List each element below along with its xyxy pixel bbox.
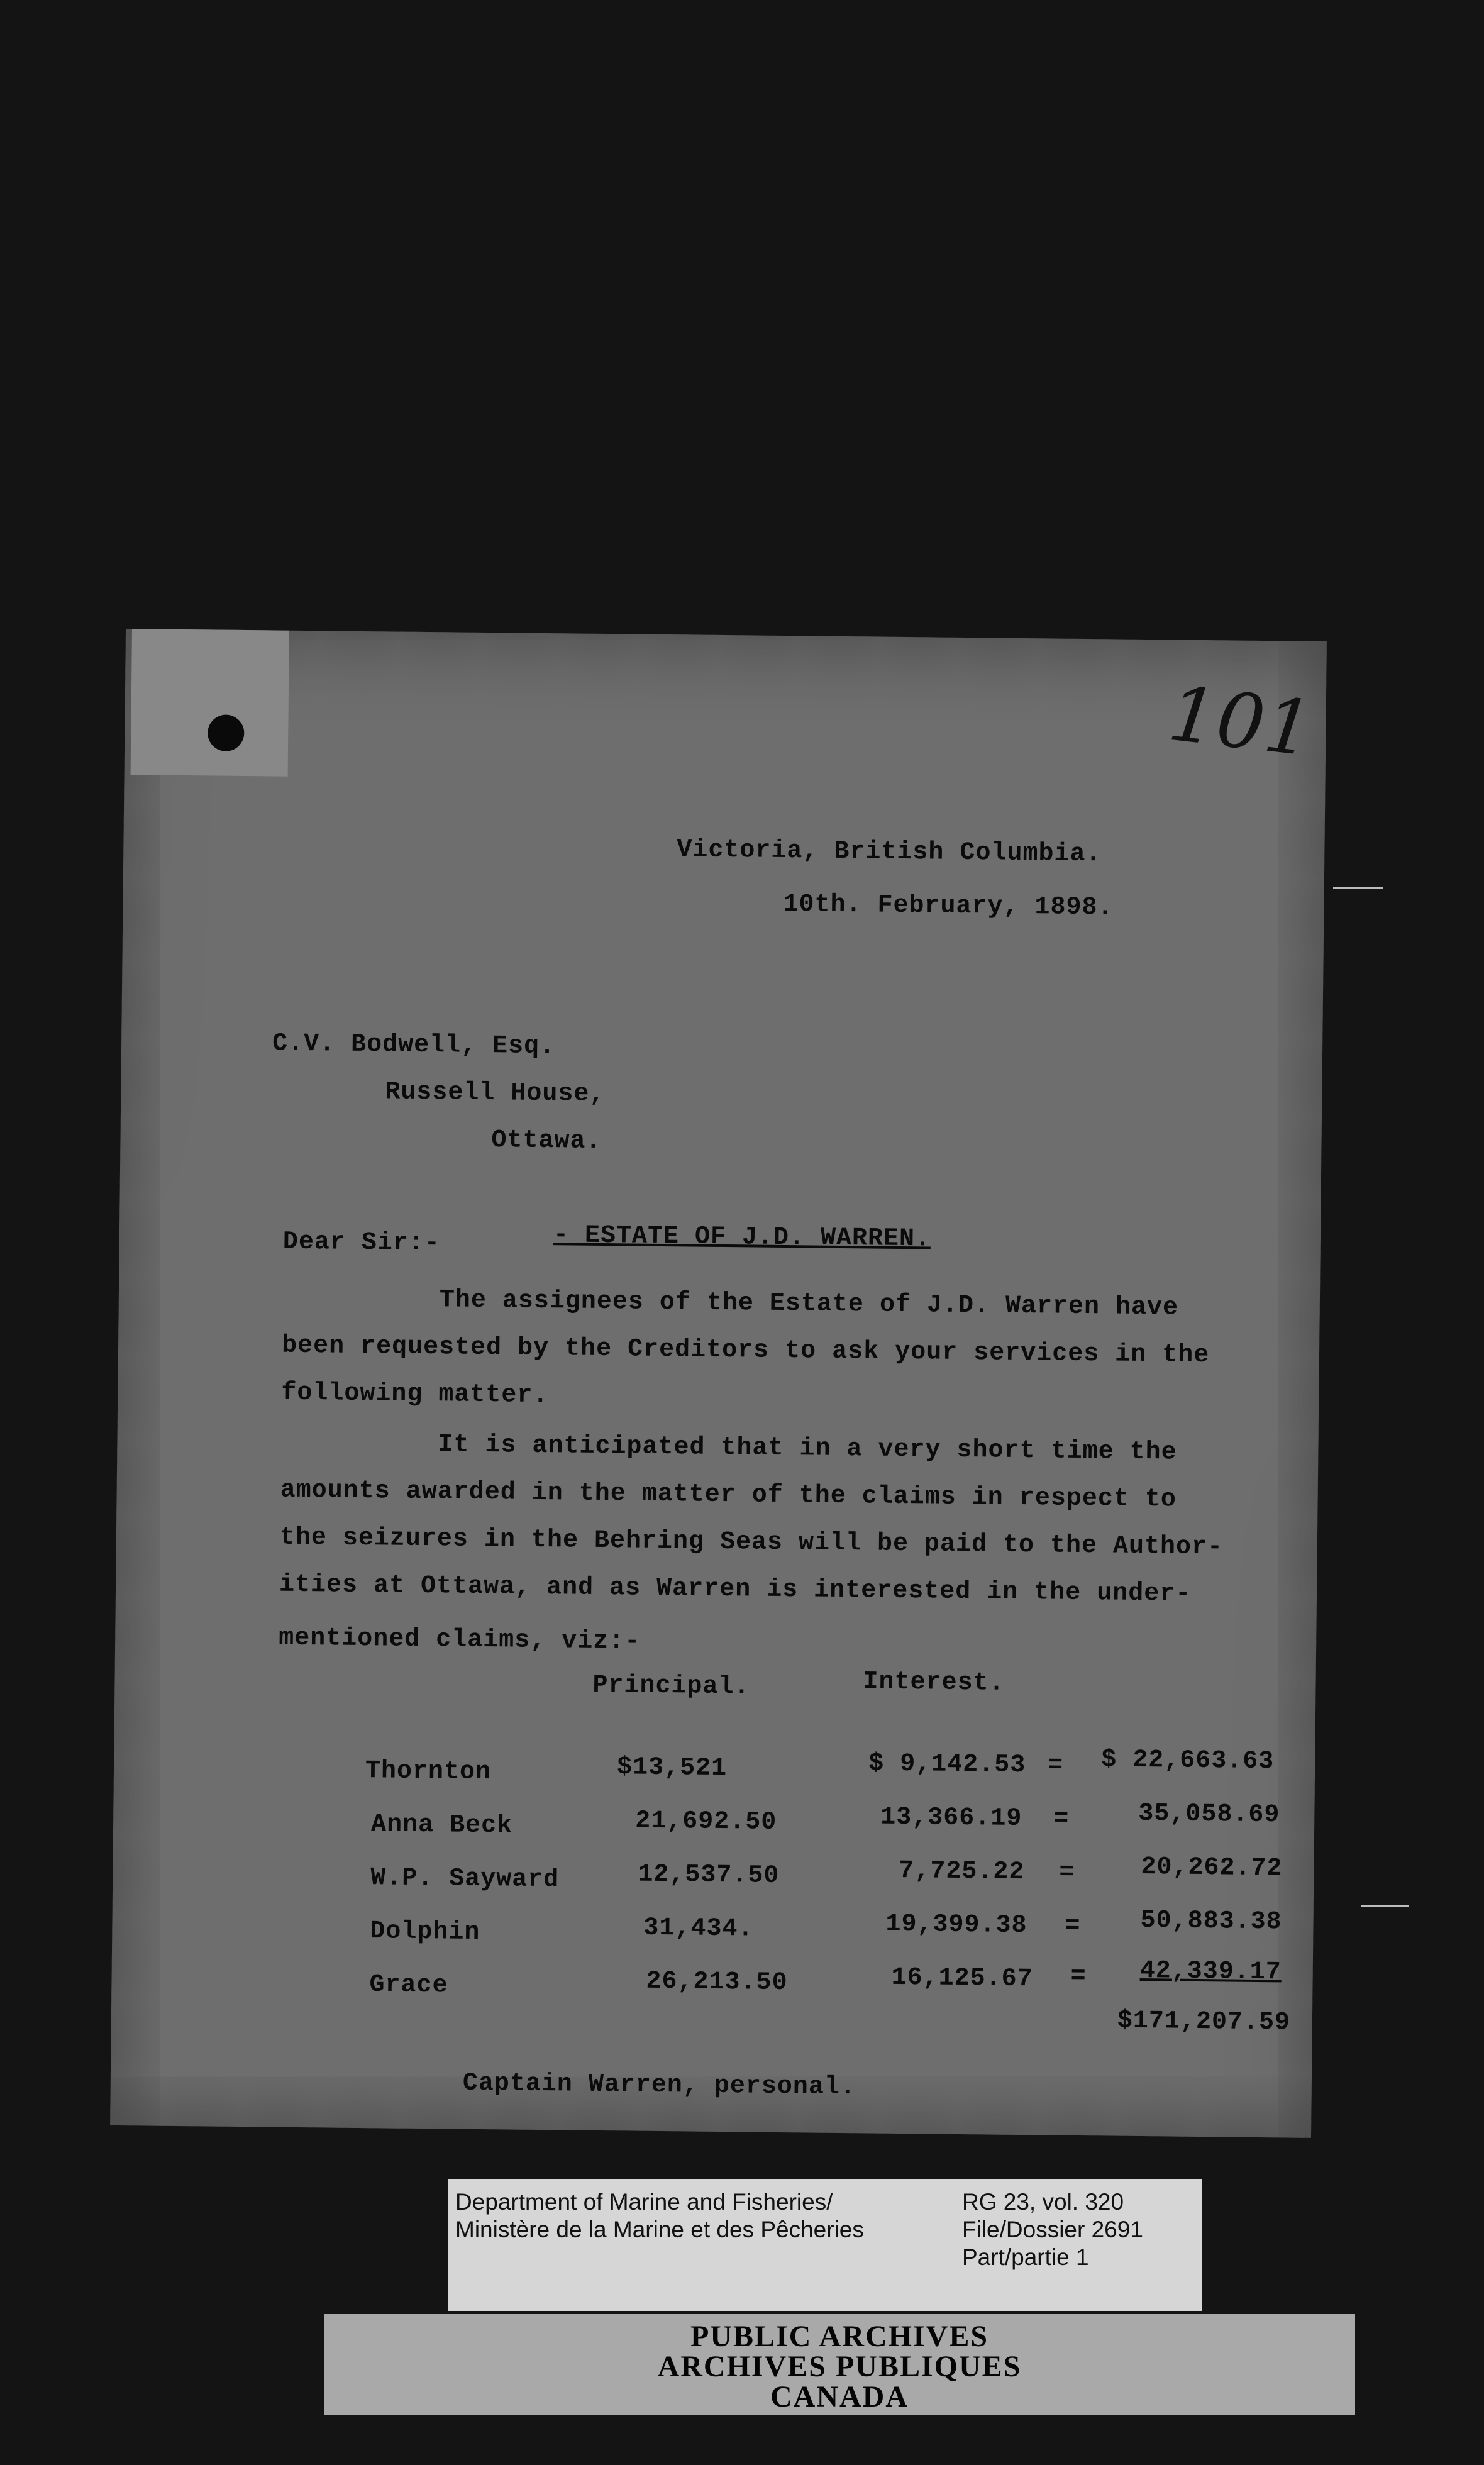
table-row-name: Anna Beck [370,1810,513,1841]
corner-tab [131,629,289,777]
table-row-interest: 7,725.22 [899,1856,1025,1887]
letter-page [110,629,1327,2138]
table-row-interest: $ 9,142.53 [868,1749,1026,1780]
part-number: Part/partie 1 [962,2244,1089,2270]
letter-place: Victoria, British Columbia. [677,836,1102,869]
margin-mark [1361,1905,1409,1907]
margin-mark [1333,887,1383,889]
department-en: Department of Marine and Fisheries/ [455,2189,833,2215]
table-row-principal: 12,537.50 [638,1860,780,1890]
table-row-name: W.P. Sayward [370,1864,560,1895]
table-row-name: Dolphin [370,1917,480,1947]
table-header-interest: Interest. [863,1668,1005,1698]
paragraph-2-line: the seizures in the Behring Seas will be paid to the Author- [279,1523,1224,1562]
table-row-interest: 16,125.67 [891,1963,1033,1994]
recipient-address-1: Russell House, [385,1078,606,1109]
recipient-address-2: Ottawa. [491,1126,602,1156]
department-fr: Ministère de la Marine et des Pêcheries [455,2217,864,2242]
table-row-total: 50,883.38 [1140,1907,1282,1937]
table-row-equals: = [1059,1858,1075,1887]
table-row-principal: $13,521 [616,1753,728,1783]
paragraph-2-line: It is anticipated that in a very short time the [438,1431,1177,1467]
table-row-principal: 26,213.50 [646,1967,788,1998]
archive-reference-label [448,2179,1202,2311]
recipient-name: C.V. Bodwell, Esq. [272,1029,556,1061]
table-row-equals: = [1065,1912,1081,1941]
table-row-principal: 21,692.50 [634,1807,777,1837]
paragraph-1-line: been requested by the Creditors to ask your services in the [281,1331,1210,1370]
stamp-line-2: ARCHIVES PUBLIQUES [657,2350,1022,2383]
file-number: File/Dossier 2691 [962,2217,1143,2242]
table-row-equals: = [1053,1805,1070,1834]
letter-date: 10th. February, 1898. [783,890,1114,922]
table-row-interest: 19,399.38 [885,1910,1027,1941]
table-row-total: $ 22,663.63 [1101,1746,1275,1776]
table-row-name: Grace [369,1971,448,2000]
paragraph-2-line: ities at Ottawa, and as Warren is interested in the under- [279,1570,1192,1609]
table-row-equals: = [1070,1962,1087,1991]
paragraph-2-line: mentioned claims, viz:- [278,1624,641,1656]
folio-number: 101 [1164,670,1317,774]
paragraph-1-line: following matter. [281,1378,549,1410]
table-row-principal: 31,434. [643,1914,754,1944]
table-row-total: 35,058.69 [1138,1799,1280,1830]
salutation: Dear Sir:- [282,1227,441,1258]
punch-hole [208,714,245,751]
subject-line: - ESTATE OF J.D. WARREN. [553,1221,931,1254]
table-row-total: 20,262.72 [1141,1853,1283,1883]
record-group: RG 23, vol. 320 [962,2189,1124,2215]
table-row-interest: 13,366.19 [880,1803,1022,1834]
table-row-name: Thornton [365,1757,492,1787]
table-row-total: 42,339.17 [1139,1957,1282,1987]
table-header-principal: Principal. [592,1671,750,1702]
table-row-equals: = [1047,1751,1064,1780]
stamp-line-3: CANADA [770,2380,909,2413]
paragraph-1-line: The assignees of the Estate of J.D. Warren have [439,1286,1179,1322]
paragraph-2-line: amounts awarded in the matter of the claims in respect to [280,1476,1177,1514]
archives-stamp [324,2314,1355,2415]
closing-line: Captain Warren, personal. [462,2069,856,2102]
stamp-line-1: PUBLIC ARCHIVES [690,2320,989,2353]
grand-total: $171,207.59 [1117,2007,1291,2037]
